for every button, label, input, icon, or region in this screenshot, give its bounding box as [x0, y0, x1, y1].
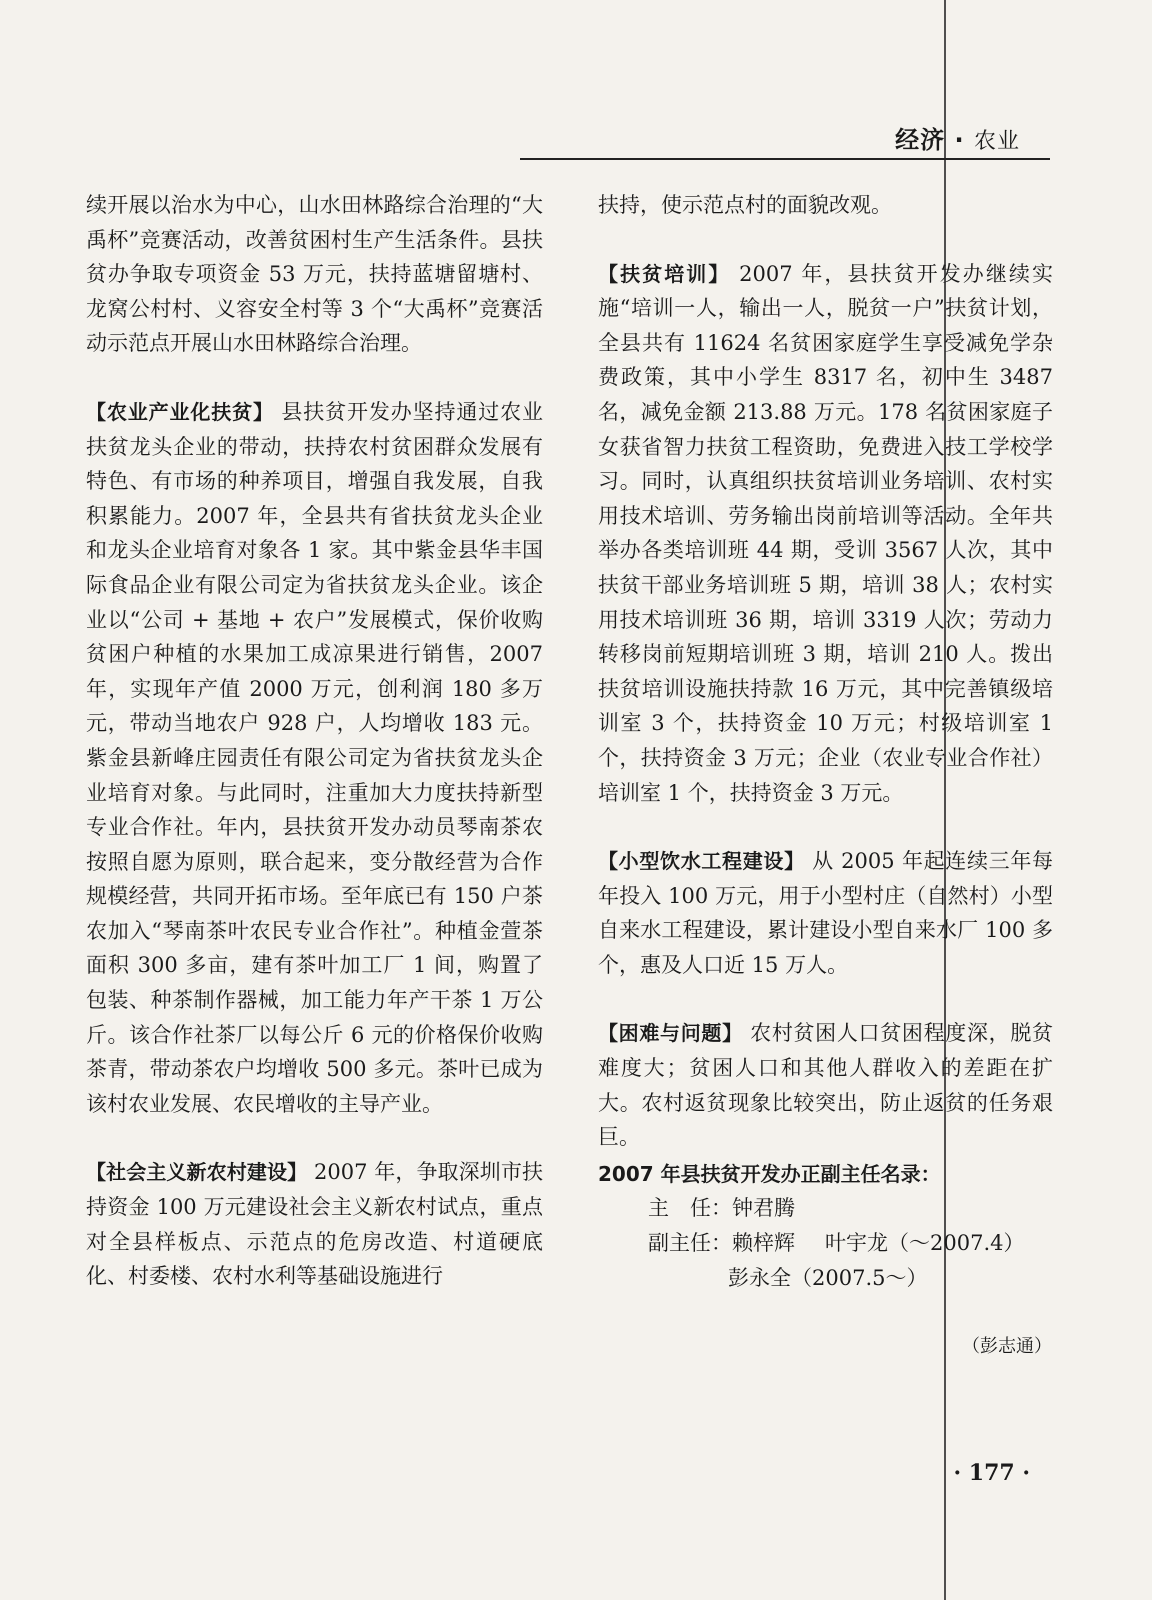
roster-deputies — [598, 1226, 1053, 1261]
section-water-projects — [598, 844, 1053, 982]
section-agri-industrialization — [86, 395, 543, 1121]
roster-director — [598, 1191, 1053, 1226]
section-training — [598, 257, 1053, 811]
paragraph-continued: 扶持，使示范点村的面貌改观。 — [598, 193, 892, 217]
section-heading: 【农业产业化扶贫】 — [86, 399, 274, 424]
section-body: 2007 年，争取深圳市扶持资金 100 万元建设社会主义新农村试点，重点对全县样板点、示范点的危房改造、村道硬底化、村委楼、农村水利等基础设施进行 — [86, 1160, 543, 1289]
section-new-countryside — [86, 1155, 543, 1293]
section-difficulties — [598, 1016, 1053, 1154]
section-title: 经济 — [895, 126, 946, 154]
roster-name: 叶宇龙（～2007.4） — [825, 1231, 1025, 1256]
right-column — [598, 188, 1053, 1295]
section-body: 2007 年，县扶贫开发办继续实施“培训一人，输出一人，脱贫一户”扶贫计划，全县共有 11624 名贫困家庭学生享受减免学杂费政策，其中小学生 8317 名，初中生 3487 名，减免金额 213.88 万元。178 名贫困家庭子女获省智力扶贫工程资助，免费进入技工学校学习。同时，认真组织扶贫培训业务培训、农村实用技术培训、劳务输出岗前培训等活动。全年共举办各类培训班 44 期，受训 3567 人次，其中扶贫干部业务培训班 5 期，培训 38 人；农村实用技术培训班 36 期，培训 3319 人次；劳动力转移岗前短期培训班 3 期，培训 210 人。拨出扶贫培训设施扶持款 16 万元，其中完善镇级培训室 3 个，扶持资金 10 万元；村级培训室 1 个，扶持资金 3 万元；企业（农业专业合作社）培训室 1 个，扶持资金 3 万元。 — [598, 261, 1053, 805]
author-credit: （彭志通） — [962, 1336, 1052, 1357]
page-number: · 177 · — [953, 1460, 1030, 1486]
roster-deputies-continued — [598, 1261, 1053, 1296]
roster-label: 主 任： — [648, 1196, 732, 1221]
roster-label: 副主任： — [648, 1231, 732, 1256]
section-separator: · — [954, 126, 965, 154]
roster-title: 2007 年县扶贫开发办正副主任名录： — [598, 1161, 941, 1186]
section-heading: 【社会主义新农村建设】 — [86, 1160, 308, 1185]
section-heading: 【困难与问题】 — [598, 1021, 743, 1046]
section-body: 从 2005 年起连续三年每年投入 100 万元，用于小型村庄（自然村）小型自来水工程建设，累计建设小型自来水厂 100 多个，惠及人口近 15 万人。 — [598, 849, 1054, 977]
roster-name: 赖梓辉 — [732, 1231, 795, 1256]
section-body: 县扶贫开发办坚持通过农业扶贫龙头企业的带动，扶持农村贫困群众发展有特色、有市场的种养项目，增强自我发展，自我积累能力。2007 年，全县共有省扶贫龙头企业和龙头企业培育对象各 1 家。其中紫金县华丰国际食品企业有限公司定为省扶贫龙头企业。该企业以“公司 + 基地 + 农户”发展模式，保价收购贫困户种植的水果加工成凉果进行销售，2007 年，实现年产值 2000 万元，创利润 180 多万元，带动当地农户 928 户，人均增收 183 元。紫金县新峰庄园责任有限公司定为省扶贫龙头企业培育对象。与此同时，注重加大力度扶持新型专业合作社。年内，县扶贫开发办动员琴南茶农按照自愿为原则，联合起来，变分散经营为合作规模经营，共同开拓市场。至年底已有 150 户茶农加入“琴南茶叶农民专业合作社”。种植金萱茶面积 300 多亩，建有茶叶加工厂 1 间，购置了包装、种茶制作器械，加工能力年产干茶 1 万公斤。该合作社茶厂以每公斤 6 元的价格保价收购茶青，带动茶农户均增收 500 多元。茶叶已成为该村农业发展、农民增收的主导产业。 — [86, 399, 544, 1116]
header-rule — [520, 158, 1050, 160]
section-header — [895, 120, 1020, 155]
section-heading: 【小型饮水工程建设】 — [598, 849, 805, 874]
section-heading: 【扶贫培训】 — [598, 261, 731, 286]
subsection-title: 农业 — [973, 129, 1020, 154]
left-column — [86, 188, 543, 1294]
roster-name: 彭永全（2007.5～） — [728, 1265, 928, 1290]
section-body: 农村贫困人口贫困程度深，脱贫难度大；贫困人口和其他人群收入的差距在扩大。农村返贫现象比较突出，防止返贫的任务艰巨。 — [598, 1021, 1053, 1150]
roster-name: 钟君腾 — [732, 1196, 795, 1221]
paragraph-continued: 续开展以治水为中心，山水田林路综合治理的“大禹杯”竞赛活动，改善贫困村生产生活条件。县扶贫办争取专项资金 53 万元，扶持蓝塘留塘村、龙窝公村村、义容安全村等 3 个“大禹杯”竞赛活动示范点开展山水田林路综合治理。 — [86, 193, 543, 356]
